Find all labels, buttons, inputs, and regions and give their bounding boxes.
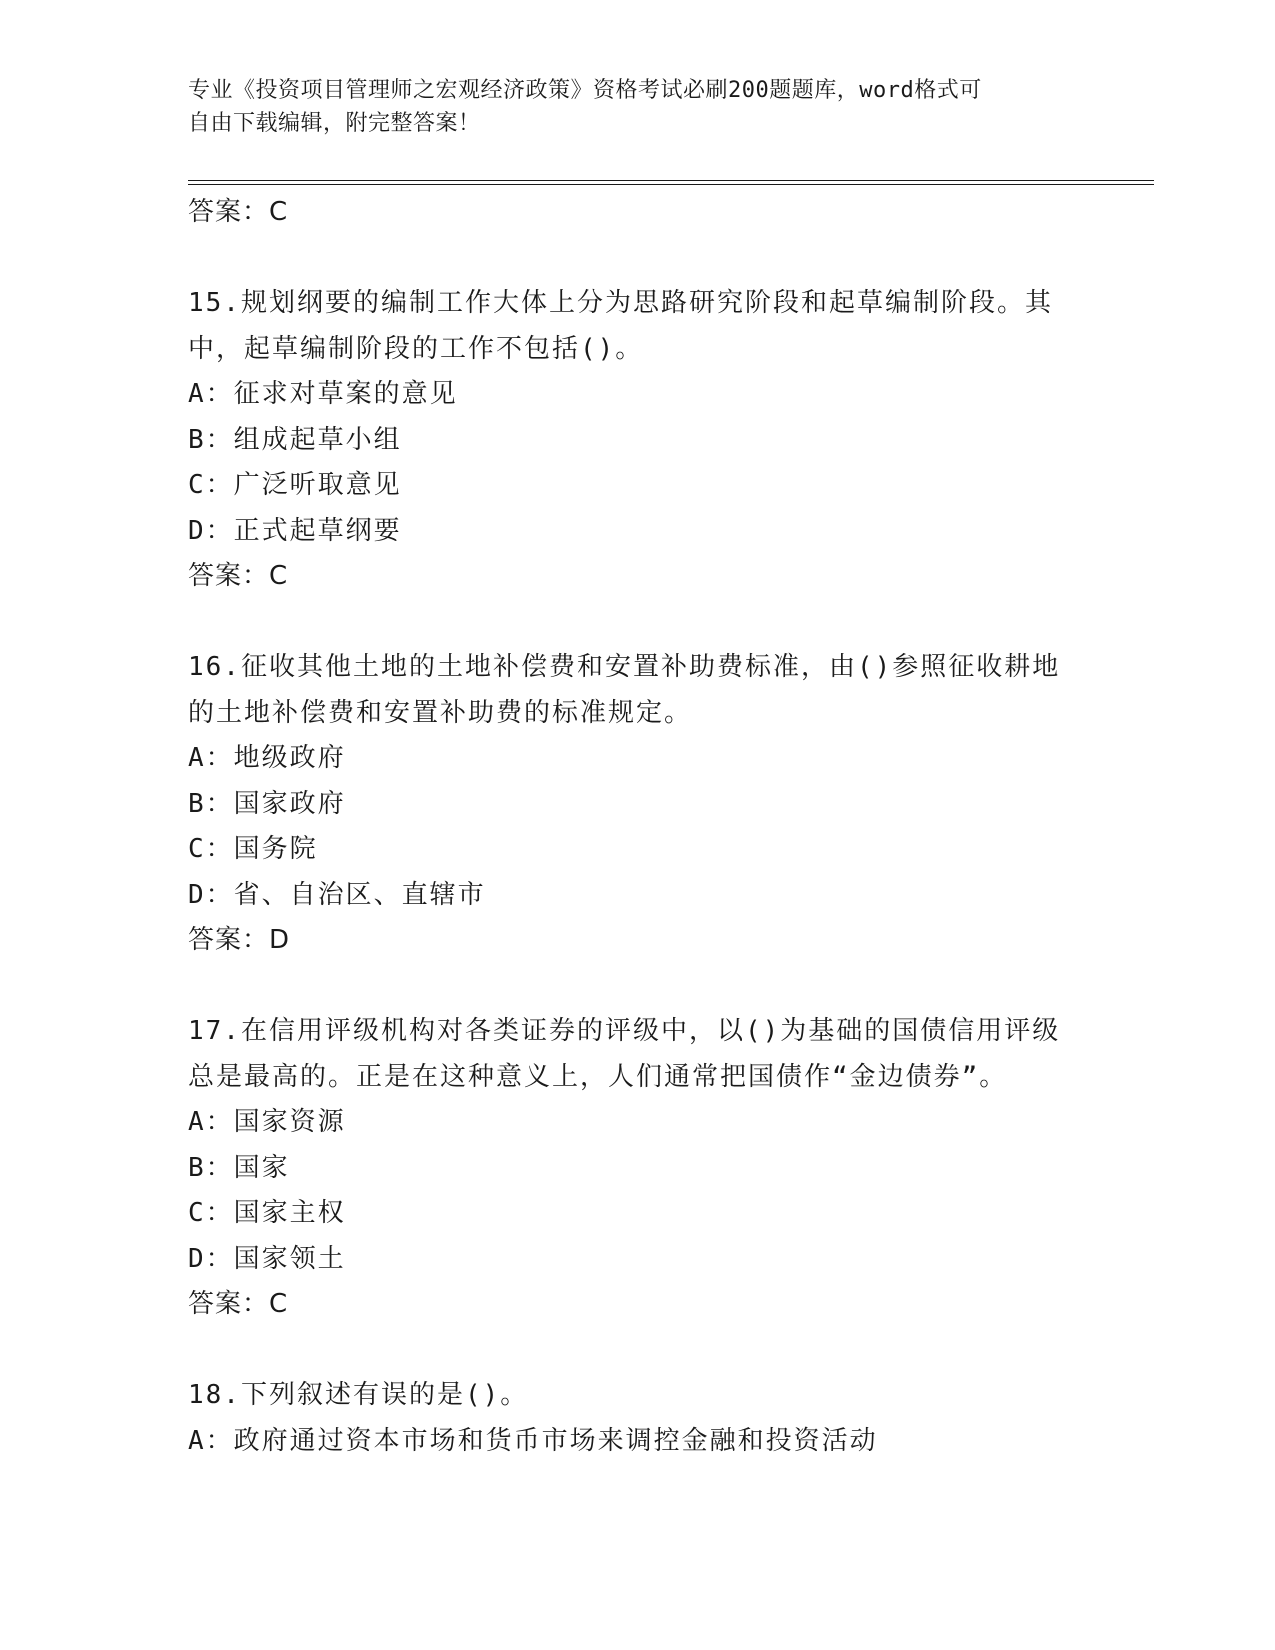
option-d: D：省、自治区、直辖市	[188, 879, 486, 910]
spacer	[188, 236, 1088, 282]
option-d: D：国家领土	[188, 1243, 346, 1274]
question-15	[188, 281, 1088, 600]
spacer	[188, 1328, 1088, 1374]
option-c: C：国家主权	[188, 1198, 346, 1228]
question-stem-line-1: 15.规划纲要的编制工作大体上分为思路研究阶段和起草编制阶段。其	[188, 288, 1053, 318]
question-18	[188, 1373, 1088, 1464]
header-divider-bottom	[188, 184, 1154, 185]
option-a: A：政府通过资本市场和货币市场来调控金融和投资活动	[188, 1425, 878, 1456]
header-title-line-1: 专业《投资项目管理师之宏观经济政策》资格考试必刷200题题库，word格式可	[188, 78, 982, 103]
question-list	[188, 190, 1088, 1464]
answer: 答案：C	[188, 1289, 289, 1319]
option-c: C：广泛听取意见	[188, 470, 402, 500]
option-c: C：国务院	[188, 834, 318, 864]
question-stem-line-2: 的土地补偿费和安置补助费的标准规定。	[188, 697, 693, 728]
question-stem-line-2: 总是最高的。正是在这种意义上，人们通常把国债作“金边债券”。	[188, 1061, 1008, 1092]
header-divider-top	[188, 180, 1154, 181]
question-17	[188, 1009, 1088, 1328]
option-b: B：组成起草小组	[188, 424, 402, 455]
option-a: A：地级政府	[188, 743, 346, 773]
question-stem-line-1: 18.下列叙述有误的是()。	[188, 1380, 529, 1410]
previous-answer: 答案：C	[188, 197, 289, 227]
answer: 答案：D	[188, 925, 291, 955]
option-a: A：征求对草案的意见	[188, 379, 458, 409]
option-d: D：正式起草纲要	[188, 515, 402, 546]
question-stem-line-2: 中，起草编制阶段的工作不包括()。	[188, 333, 644, 364]
header-title-line-2: 自由下载编辑，附完整答案！	[188, 111, 481, 136]
question-stem-line-1: 17.在信用评级机构对各类证券的评级中，以()为基础的国债信用评级	[188, 1016, 1061, 1046]
page-header	[188, 74, 1068, 140]
spacer	[188, 964, 1088, 1010]
option-b: B：国家	[188, 1152, 290, 1183]
spacer	[188, 600, 1088, 646]
option-a: A：国家资源	[188, 1107, 346, 1137]
question-stem-line-1: 16.征收其他土地的土地补偿费和安置补助费标准，由()参照征收耕地	[188, 652, 1061, 682]
answer: 答案：C	[188, 561, 289, 591]
question-16	[188, 645, 1088, 964]
option-b: B：国家政府	[188, 788, 346, 819]
